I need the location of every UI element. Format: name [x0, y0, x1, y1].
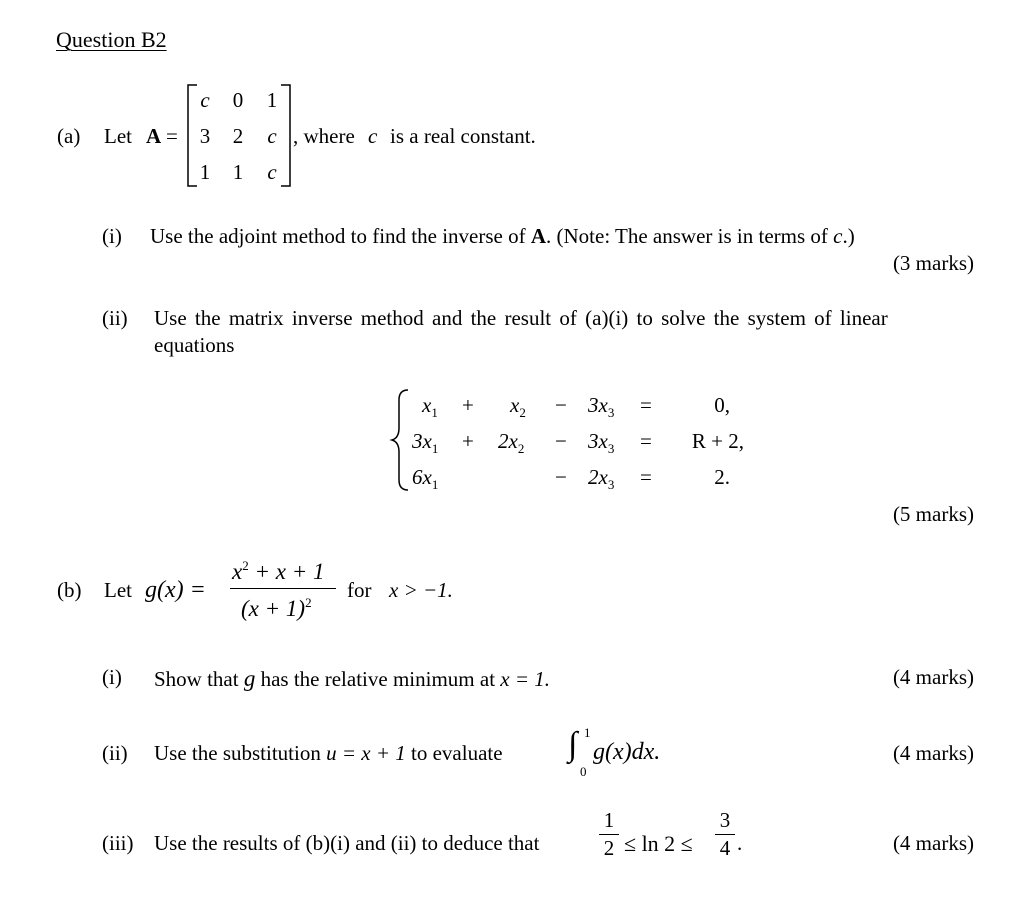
- system-rhs: 2.: [714, 465, 730, 489]
- part-b-iii-text: Use the results of (b)(i) and (ii) to deduce that: [154, 831, 540, 855]
- domain-expr: x > −1.: [389, 578, 453, 602]
- inequality-end: .: [737, 831, 743, 855]
- matrix-cell: 1: [199, 160, 211, 184]
- fraction-bar: [230, 588, 336, 589]
- part-a-ii-line1: Use the matrix inverse method and the result of (a)(i) to solve the system of linear: [154, 306, 888, 330]
- fraction-threequarter-denominator: 4: [719, 836, 731, 860]
- matrix-cell: 1: [266, 88, 278, 112]
- system-term: $x_2$: [510, 393, 526, 420]
- system-term: $6x_1$: [412, 465, 439, 492]
- fraction-denominator: $(x + 1)^2$: [241, 595, 312, 621]
- system-term: $3x_1$: [412, 429, 439, 456]
- part-a-ii-label: (ii): [102, 306, 128, 330]
- fraction-half-numerator: 1: [603, 808, 615, 832]
- part-b-let: Let: [104, 578, 132, 602]
- question-title: Question B2: [56, 27, 167, 52]
- system-rhs: 0,: [714, 393, 730, 417]
- part-a-let: Let: [104, 124, 132, 148]
- system-eq: =: [640, 465, 652, 489]
- integral-sign: ∫: [568, 726, 578, 763]
- system-term: $3x_3$: [588, 393, 615, 420]
- part-b-i-text: Show that g has the relative minimum at x = 1.: [154, 666, 551, 691]
- system-brace: [392, 390, 408, 490]
- system-rhs: R + 2,: [691, 429, 744, 453]
- matrix-equals: =: [166, 124, 178, 148]
- part-a-label: (a): [57, 124, 81, 148]
- part-a-i-label: (i): [102, 224, 122, 248]
- system-op: −: [555, 393, 567, 417]
- part-a-where: , where: [293, 124, 355, 148]
- matrix-cell: 3: [199, 124, 211, 148]
- part-a-var-c: c: [368, 124, 378, 148]
- system-term: $2x_3$: [588, 465, 615, 492]
- part-b-i-marks: (4 marks): [892, 665, 974, 689]
- system-op: +: [462, 393, 474, 417]
- fraction-half-denominator: 2: [603, 836, 615, 860]
- part-b-iii-marks: (4 marks): [892, 831, 974, 855]
- part-a-ii-line2: equations: [154, 333, 235, 357]
- fraction-threequarter-bar: [715, 834, 735, 835]
- fraction-threequarter-numerator: 3: [719, 808, 731, 832]
- integral-upper: 1: [584, 725, 591, 740]
- part-b-ii-marks: (4 marks): [892, 741, 974, 765]
- part-b-i-label: (i): [102, 665, 122, 689]
- matrix-cell: c: [200, 88, 210, 112]
- system-op: −: [555, 465, 567, 489]
- part-b-label: (b): [57, 578, 82, 602]
- part-b-func: g(x) =: [145, 577, 206, 603]
- domain-for: for: [347, 578, 372, 602]
- matrix-cell: c: [267, 160, 277, 184]
- part-b-ii-text: Use the substitution u = x + 1 to evaluate: [154, 741, 503, 765]
- system-op: +: [462, 429, 474, 453]
- integrand: g(x)dx.: [593, 739, 661, 765]
- fraction-half-bar: [599, 834, 619, 835]
- part-a-constant-text: is a real constant.: [390, 124, 536, 148]
- part-b-ii-label: (ii): [102, 741, 128, 765]
- system-op: −: [555, 429, 567, 453]
- fraction-numerator: $x^2 + x + 1$: [232, 558, 325, 584]
- matrix-cell: 2: [232, 124, 244, 148]
- part-b-iii-label: (iii): [102, 831, 134, 855]
- system-term: $3x_3$: [588, 429, 615, 456]
- matrix-cell: 0: [232, 88, 244, 112]
- matrix-name: A: [146, 124, 162, 148]
- inequality-middle: ≤ ln 2 ≤: [624, 831, 693, 856]
- part-a-i-text: Use the adjoint method to find the inverse of A. (Note: The answer is in terms of c.): [150, 224, 855, 248]
- system-term: $2x_2$: [498, 429, 525, 456]
- system-eq: =: [640, 429, 652, 453]
- integral-lower: 0: [580, 764, 587, 779]
- part-a-i-marks: (3 marks): [892, 251, 974, 275]
- matrix-cell: c: [267, 124, 277, 148]
- part-a-ii-marks: (5 marks): [892, 502, 974, 526]
- system-eq: =: [640, 393, 652, 417]
- matrix-cell: 1: [232, 160, 244, 184]
- system-term: $x_1$: [422, 393, 438, 420]
